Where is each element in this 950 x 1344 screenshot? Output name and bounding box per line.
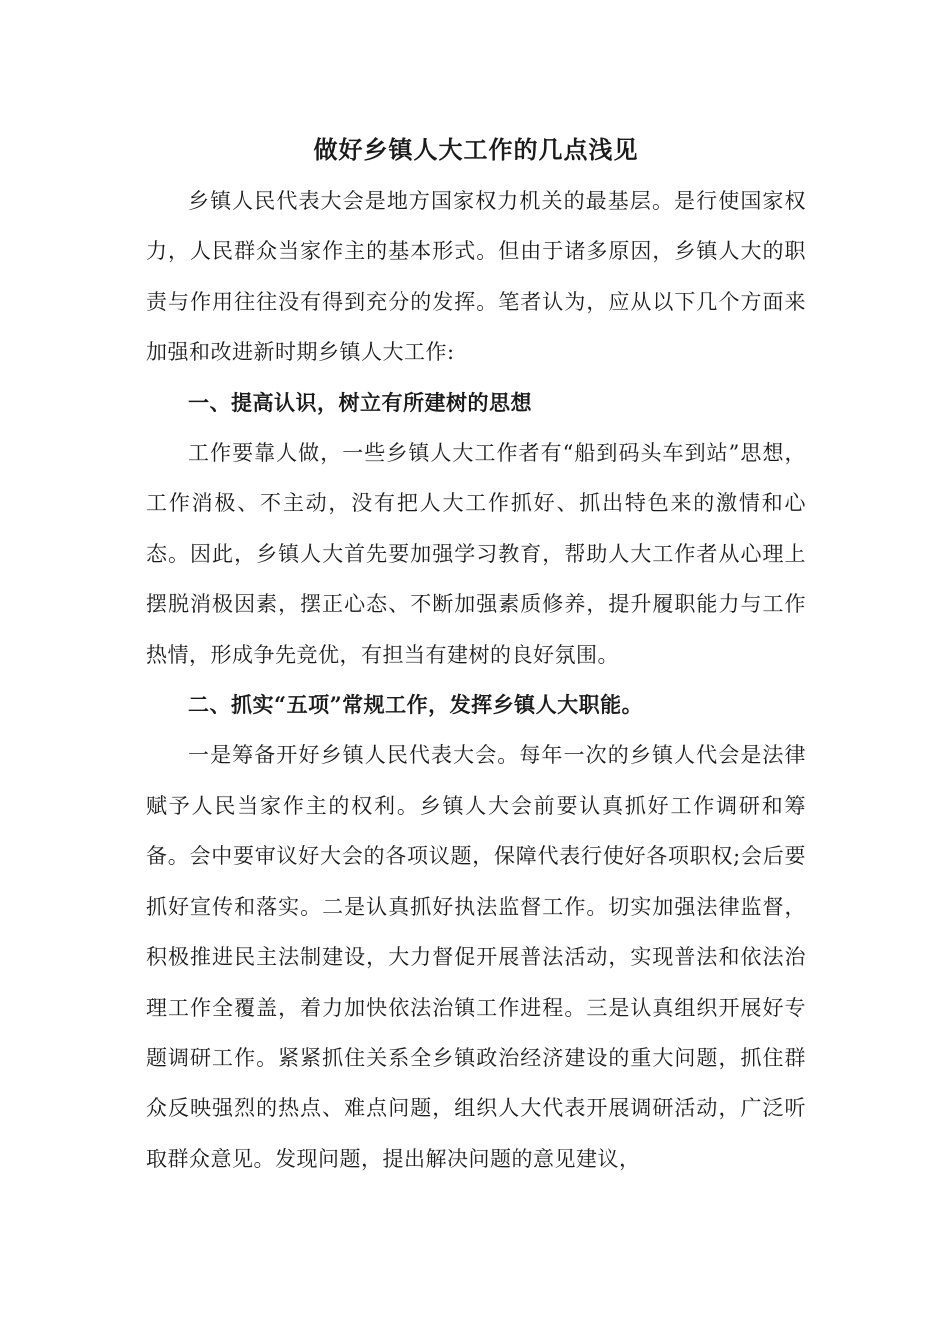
section-1-paragraph: 工作要靠人做，一些乡镇人大工作者有“船到码头车到站”思想，工作消极、不主动，没有把人大工作抓好、抓出特色来的激情和心态。因此，乡镇人大首先要加强学习教育，帮助人大工作者从心理上摆脱消极因素，摆正心态、不断加强素质修养，提升履职能力与工作热情，形成争先竞优，有担当有建树的良好氛围。 <box>146 441 806 667</box>
intro-paragraph: 乡镇人民代表大会是地方国家权力机关的最基层。是行使国家权力，人民群众当家作主的基本形式。但由于诸多原因，乡镇人大的职责与作用往往没有得到充分的发挥。笔者认为，应从以下几个方面来加强和改进新时期乡镇人大工作: <box>146 189 806 365</box>
document-page <box>146 130 806 1184</box>
section-2-paragraph: 一是筹备开好乡镇人民代表大会。每年一次的乡镇人代会是法律赋予人民当家作主的权利。乡镇人大会前要认真抓好工作调研和筹备。会中要审议好大会的各项议题，保障代表行使好各项职权;会后要抓好宣传和落实。二是认真抓好执法监督工作。切实加强法律监督，积极推进民主法制建设，大力督促开展普法活动，实现普法和依法治理工作全覆盖，着力加快依法治镇工作进程。三是认真组织开展好专题调研工作。紧紧抓住关系全乡镇政治经济建设的重大问题，抓住群众反映强烈的热点、难点问题，组织人大代表开展调研活动，广泛听取群众意见。发现问题，提出解决问题的意见建议， <box>146 743 806 1171</box>
document-title: 做好乡镇人大工作的几点浅见 <box>313 135 639 164</box>
section-1-heading: 一、提高认识，树立有所建树的思想 <box>188 389 532 415</box>
section-2-heading: 二、抓实“五项”常规工作，发挥乡镇人大职能。 <box>188 692 644 718</box>
